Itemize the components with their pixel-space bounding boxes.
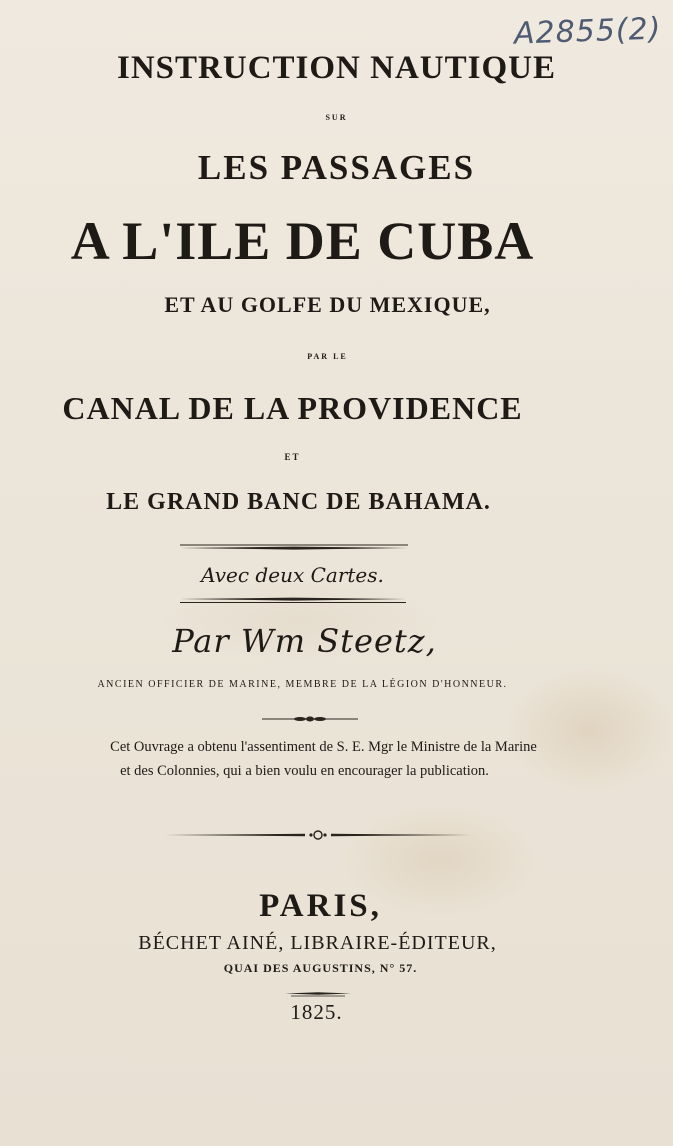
archive-mark: A2855(2) bbox=[513, 11, 662, 52]
title-line-1: INSTRUCTION NAUTIQUE bbox=[117, 50, 556, 86]
author-credentials: ANCIEN OFFICIER DE MARINE, MEMBRE DE LA LÉGION D'HONNEUR. bbox=[97, 679, 508, 690]
double-rule-top bbox=[180, 543, 408, 551]
ornament-rule-short bbox=[285, 991, 351, 997]
title-connector-sur: SUR bbox=[325, 113, 348, 122]
double-rule-bottom bbox=[180, 596, 406, 604]
imprint-year: 1825. bbox=[290, 1000, 343, 1024]
subtitle-avec-deux-cartes: Avec deux Cartes. bbox=[201, 563, 384, 587]
approval-line-2: et des Colonnies, qui a bien voulu en encourager la publication. bbox=[120, 763, 489, 779]
title-line-3: A L'ILE DE CUBA bbox=[70, 211, 535, 271]
title-line-2: LES PASSAGES bbox=[197, 148, 476, 187]
imprint-address: QUAI DES AUGUSTINS, N° 57. bbox=[223, 961, 418, 975]
title-line-4: ET AU GOLFE DU MEXIQUE, bbox=[164, 292, 491, 317]
title-line-6: LE GRAND BANC DE BAHAMA. bbox=[106, 489, 491, 515]
title-connector-par-le: PAR LE bbox=[307, 352, 348, 361]
approval-line-1: Cet Ouvrage a obtenu l'assentiment de S. E. Mgr le Ministre de la Marine bbox=[110, 739, 537, 755]
imprint-publisher: BÉCHET AINÉ, LIBRAIRE-ÉDITEUR, bbox=[138, 932, 497, 954]
title-line-5: CANAL DE LA PROVIDENCE bbox=[62, 390, 523, 426]
ornament-dash-small bbox=[262, 716, 358, 722]
imprint-city: PARIS, bbox=[259, 888, 382, 924]
author-byline: Par Wm Steetz, bbox=[172, 622, 437, 660]
title-connector-et: ET bbox=[284, 452, 301, 462]
ornament-rule-long bbox=[165, 830, 471, 840]
